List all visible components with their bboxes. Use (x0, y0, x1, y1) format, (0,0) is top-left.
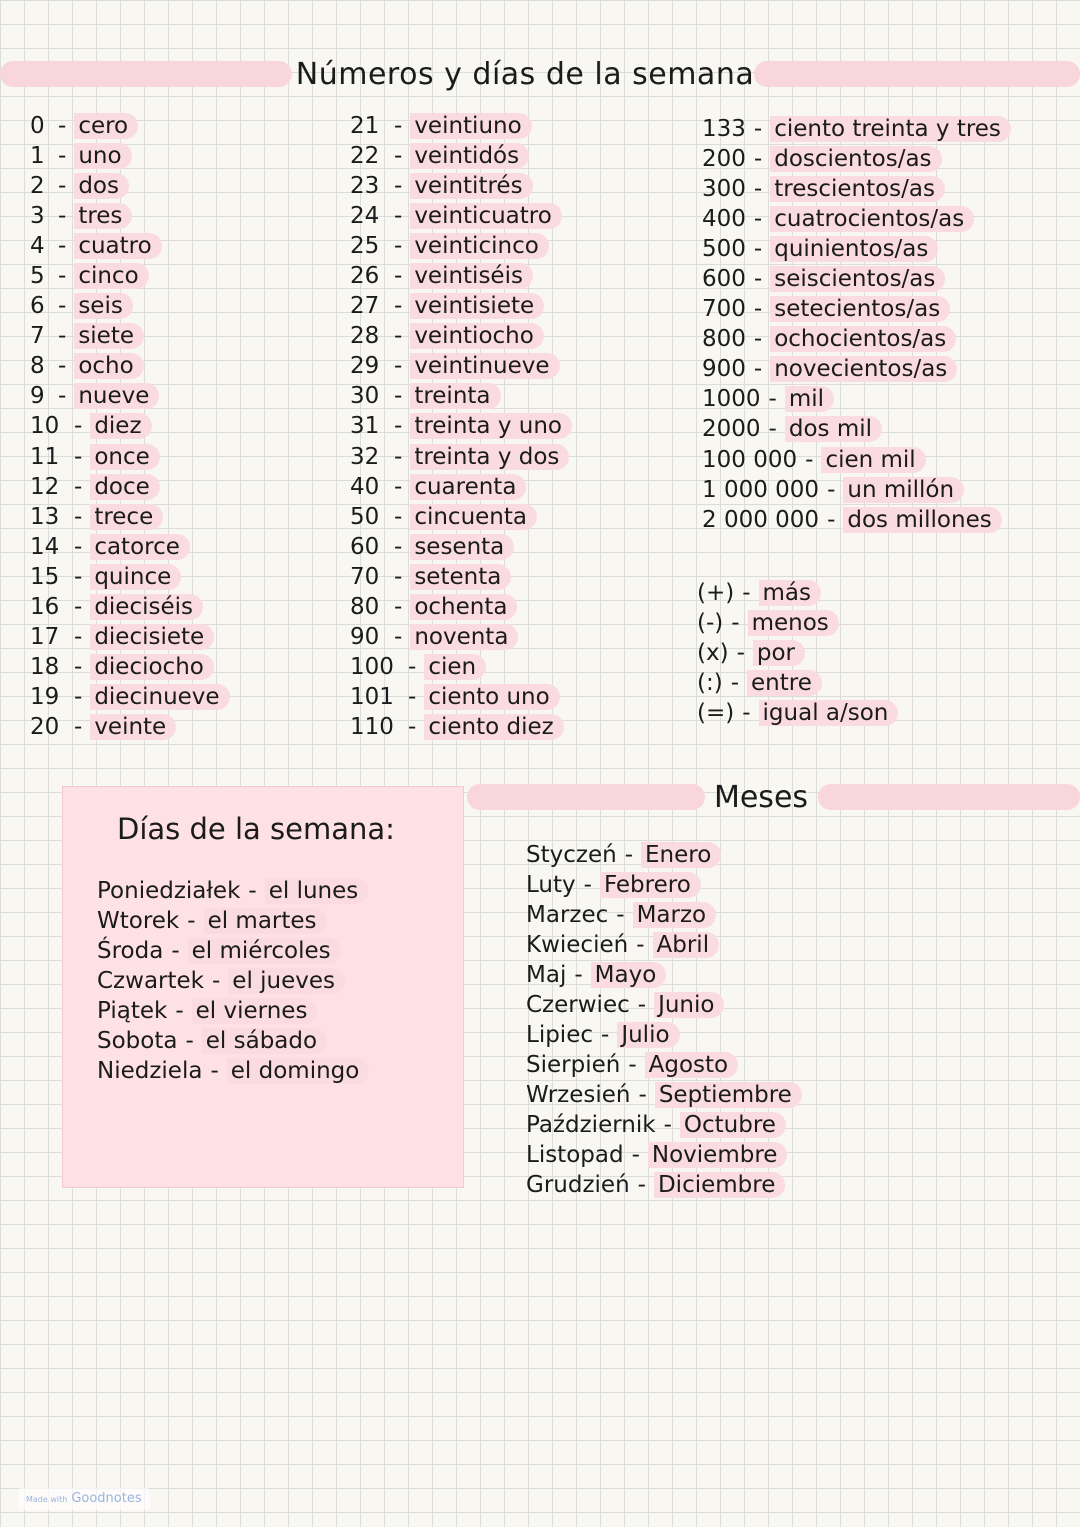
list-item: Czerwiec - Junio (526, 990, 802, 1020)
list-item: 400 - cuatrocientos/as (702, 204, 1011, 234)
list-item: 26 - veintiséis (350, 261, 572, 291)
list-item: 29 - veintinueve (350, 351, 572, 381)
list-item: 23 - veintitrés (350, 171, 572, 201)
list-item: 4 - cuatro (30, 231, 230, 261)
list-item: 12 - doce (30, 472, 230, 502)
numbers-column-3 (702, 114, 1011, 535)
list-item: 300 - trescientos/as (702, 174, 1011, 204)
list-item: 60 - sesenta (350, 532, 572, 562)
list-item: 500 - quinientos/as (702, 234, 1011, 264)
list-item: 32 - treinta y dos (350, 442, 572, 472)
list-item: 10 - diez (30, 411, 230, 441)
list-item: 1000 - mil (702, 384, 1011, 414)
list-item: (-) - menos (697, 608, 898, 638)
list-item: 70 - setenta (350, 562, 572, 592)
list-item: 200 - doscientos/as (702, 144, 1011, 174)
list-item: 2000 - dos mil (702, 414, 1011, 444)
list-item: 14 - catorce (30, 532, 230, 562)
list-item: 24 - veinticuatro (350, 201, 572, 231)
list-item: 800 - ochocientos/as (702, 324, 1011, 354)
list-item: 101 - ciento uno (350, 682, 572, 712)
list-item: 900 - novecientos/as (702, 354, 1011, 384)
watermark-prefix: Made with (26, 1495, 68, 1504)
list-item: Wtorek - el martes (97, 906, 369, 936)
list-item: 2 - dos (30, 171, 230, 201)
list-item: 20 - veinte (30, 712, 230, 742)
list-item: 110 - ciento diez (350, 712, 572, 742)
list-item: 6 - seis (30, 291, 230, 321)
watermark-brand: Goodnotes (71, 1491, 142, 1506)
list-item: Poniedziałek - el lunes (97, 876, 369, 906)
list-item: 600 - seiscientos/as (702, 264, 1011, 294)
list-item: (x) - por (697, 638, 898, 668)
list-item: 3 - tres (30, 201, 230, 231)
list-item: Listopad - Noviembre (526, 1140, 802, 1170)
list-item: Kwiecień - Abril (526, 930, 802, 960)
list-item: 0 - cero (30, 111, 230, 141)
numbers-column-1 (30, 111, 230, 742)
months-band-left (467, 784, 705, 810)
list-item: Marzec - Marzo (526, 900, 802, 930)
list-item: 50 - cincuenta (350, 502, 572, 532)
list-item: 13 - trece (30, 502, 230, 532)
list-item: 21 - veintiuno (350, 111, 572, 141)
list-item: 25 - veinticinco (350, 231, 572, 261)
months-band-right (818, 784, 1080, 810)
list-item: 27 - veintisiete (350, 291, 572, 321)
list-item: 11 - once (30, 442, 230, 472)
list-item: Grudzień - Diciembre (526, 1170, 802, 1200)
list-item: 22 - veintidós (350, 141, 572, 171)
title-band-right (754, 61, 1080, 87)
list-item: 100 - cien (350, 652, 572, 682)
list-item: 133 - ciento treinta y tres (702, 114, 1011, 144)
list-item: 15 - quince (30, 562, 230, 592)
list-item: Piątek - el viernes (97, 996, 369, 1026)
list-item: (=) - igual a/son (697, 698, 898, 728)
list-item: 5 - cinco (30, 261, 230, 291)
list-item: 80 - ochenta (350, 592, 572, 622)
list-item: Niedziela - el domingo (97, 1056, 369, 1086)
list-item: 700 - setecientos/as (702, 294, 1011, 324)
operations-list (697, 578, 898, 728)
list-item: 8 - ocho (30, 351, 230, 381)
list-item: (+) - más (697, 578, 898, 608)
list-item: 1 000 000 - un millón (702, 475, 1011, 505)
goodnotes-watermark (18, 1488, 150, 1510)
list-item: 31 - treinta y uno (350, 411, 572, 441)
days-list (97, 876, 369, 1086)
list-item: 2 000 000 - dos millones (702, 505, 1011, 535)
list-item: 19 - diecinueve (30, 682, 230, 712)
list-item: 100 000 - cien mil (702, 445, 1011, 475)
list-item: Luty - Febrero (526, 870, 802, 900)
list-item: 9 - nueve (30, 381, 230, 411)
list-item: 1 - uno (30, 141, 230, 171)
list-item: Czwartek - el jueves (97, 966, 369, 996)
days-box (62, 786, 464, 1188)
list-item: Sobota - el sábado (97, 1026, 369, 1056)
months-title: Meses (713, 780, 809, 815)
list-item: 7 - siete (30, 321, 230, 351)
numbers-column-2 (350, 111, 572, 742)
list-item: 17 - diecisiete (30, 622, 230, 652)
list-item: Lipiec - Julio (526, 1020, 802, 1050)
list-item: 18 - dieciocho (30, 652, 230, 682)
list-item: 40 - cuarenta (350, 472, 572, 502)
list-item: 28 - veintiocho (350, 321, 572, 351)
page-title: Números y días de la semana (295, 57, 755, 92)
days-title: Días de la semana: (117, 812, 395, 846)
list-item: Środa - el miércoles (97, 936, 369, 966)
list-item: 90 - noventa (350, 622, 572, 652)
list-item: (:) - entre (697, 668, 898, 698)
list-item: 30 - treinta (350, 381, 572, 411)
months-list (526, 840, 802, 1200)
list-item: Październik - Octubre (526, 1110, 802, 1140)
list-item: Sierpień - Agosto (526, 1050, 802, 1080)
list-item: Wrzesień - Septiembre (526, 1080, 802, 1110)
list-item: Styczeń - Enero (526, 840, 802, 870)
title-band-left (0, 61, 292, 87)
list-item: Maj - Mayo (526, 960, 802, 990)
list-item: 16 - dieciséis (30, 592, 230, 622)
